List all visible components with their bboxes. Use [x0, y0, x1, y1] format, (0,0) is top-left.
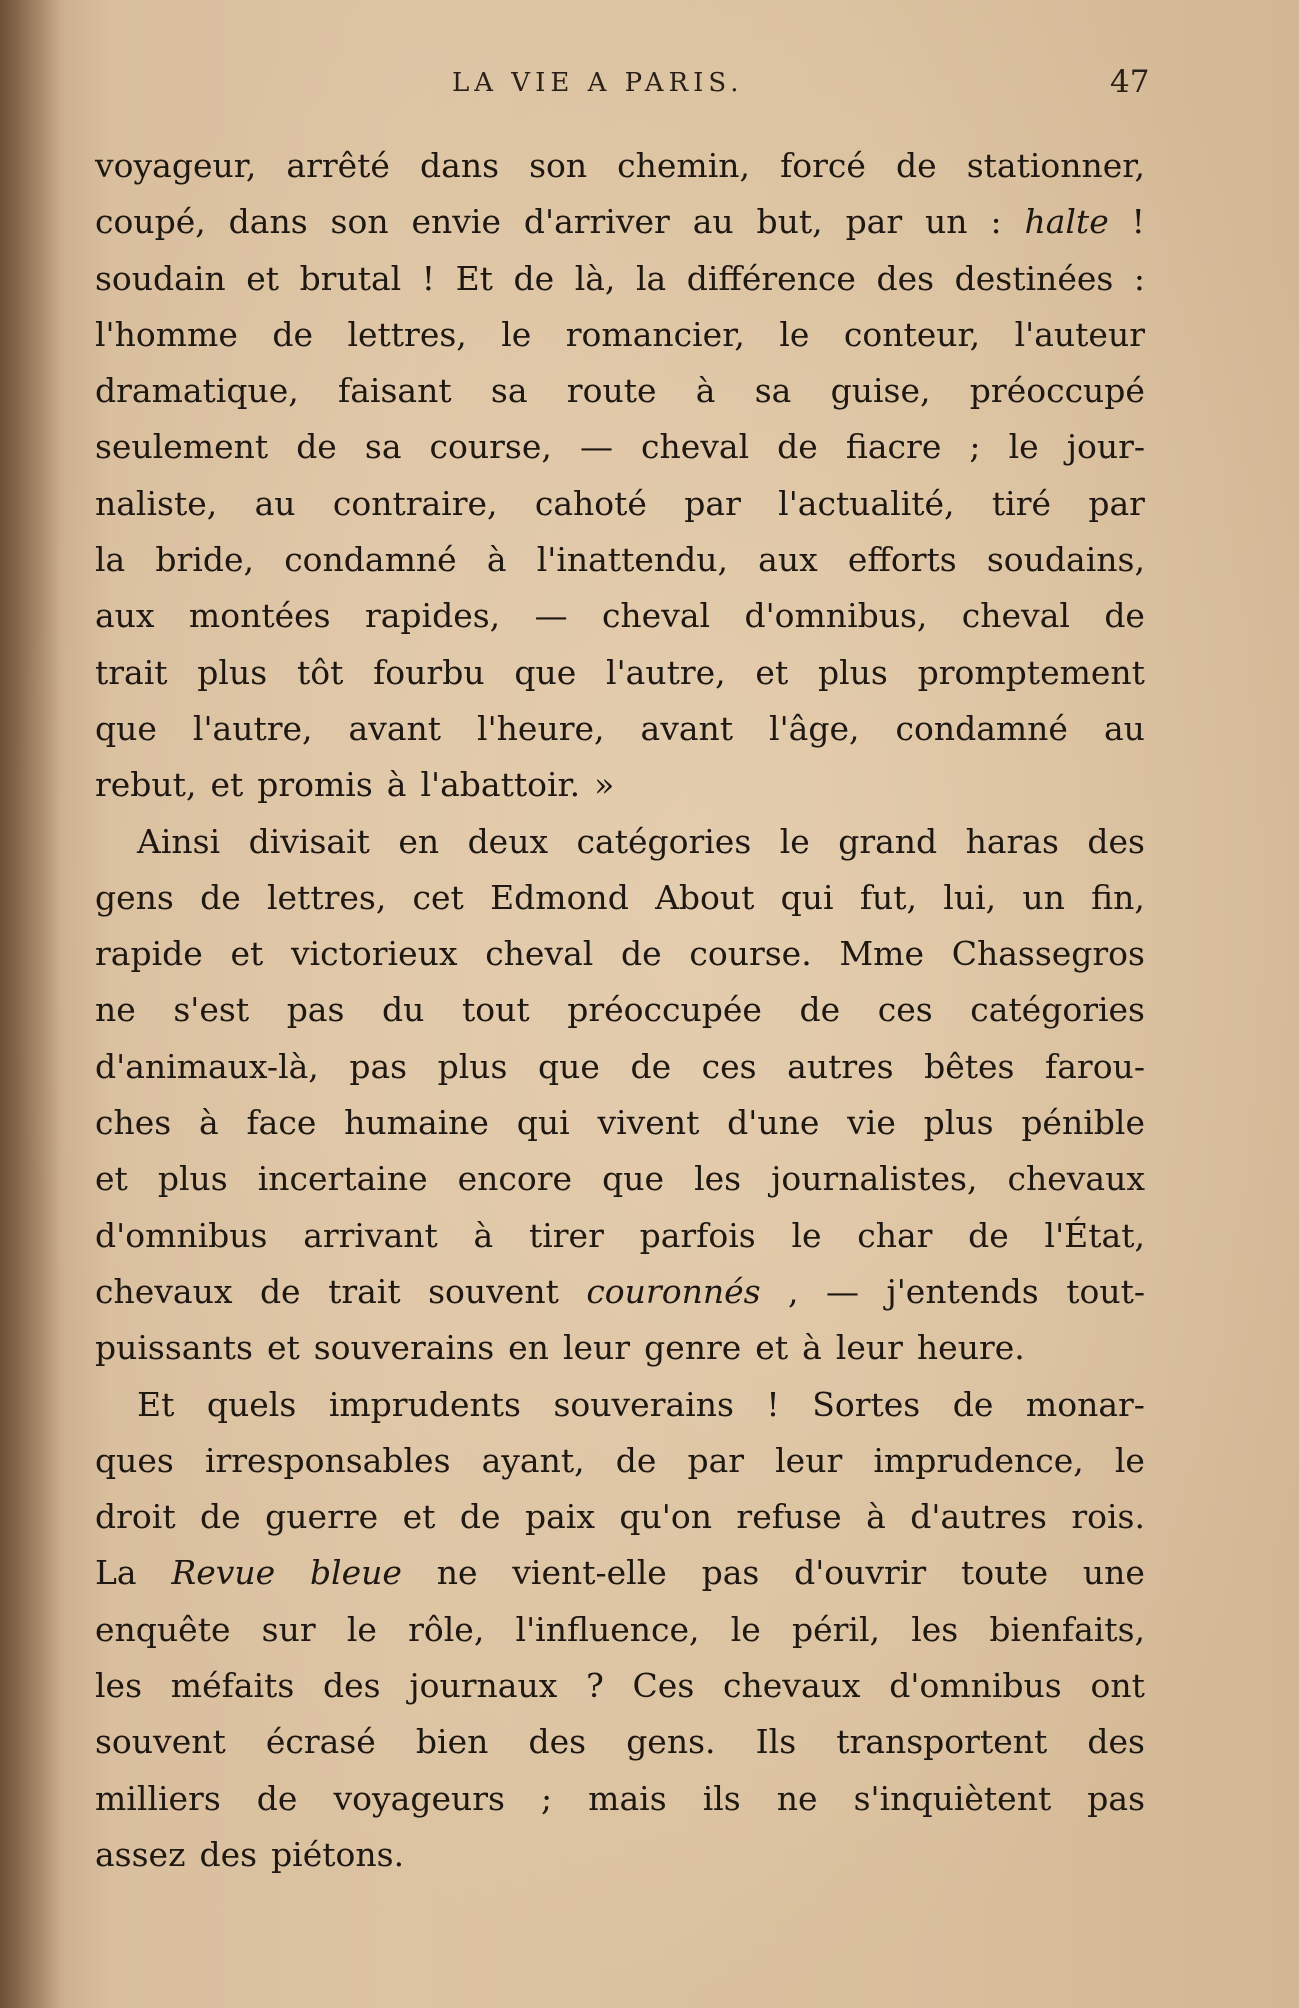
- text-line: d'omnibus arrivant à tirer parfois le char de l'État,: [95, 1215, 1145, 1255]
- text-line: Ainsi divisait en deux catégories le grand haras des: [137, 821, 1145, 861]
- text-line: aux montées rapides, — cheval d'omnibus, cheval de: [95, 596, 1145, 636]
- text-line: Et quels imprudents souverains ! Sortes de monar-: [137, 1384, 1145, 1424]
- text-line: voyageur, arrêté dans son chemin, forcé de stationner,: [95, 146, 1145, 185]
- text-line: chevaux de trait souvent couronnés , — j'entends tout-: [95, 1271, 1145, 1311]
- text-line: naliste, au contraire, cahoté par l'actualité, tiré par: [95, 483, 1145, 523]
- page-number: 47: [1110, 64, 1150, 100]
- text-line: que l'autre, avant l'heure, avant l'âge, condamné au: [95, 708, 1145, 748]
- text-line: souvent écrasé bien des gens. Ils transportent des: [95, 1722, 1145, 1762]
- body-text: [95, 138, 1145, 1883]
- text-line: rapide et victorieux cheval de course. Mme Chassegros: [95, 934, 1145, 974]
- text-line: enquête sur le rôle, l'influence, le péril, les bienfaits,: [95, 1609, 1145, 1649]
- binding-shadow: [0, 0, 60, 2008]
- text-line: et plus incertaine encore que les journalistes, chevaux: [95, 1159, 1145, 1199]
- text-line: dramatique, faisant sa route à sa guise, préoccupé: [95, 371, 1145, 411]
- text-line: La Revue bleue ne vient-elle pas d'ouvrir toute une: [95, 1553, 1145, 1593]
- running-title: LA VIE A PARIS.: [452, 68, 744, 98]
- text-line: ches à face humaine qui vivent d'une vie plus pénible: [95, 1103, 1145, 1143]
- text-line: milliers de voyageurs ; mais ils ne s'inquiètent pas: [95, 1778, 1145, 1818]
- running-header: [0, 62, 1299, 112]
- text-line: puissants et souverains en leur genre et à leur heure.: [95, 1328, 1025, 1368]
- text-line: trait plus tôt fourbu que l'autre, et plus promptement: [95, 652, 1145, 692]
- text-line: ne s'est pas du tout préoccupée de ces catégories: [95, 990, 1145, 1030]
- text-line: droit de guerre et de paix qu'on refuse à d'autres rois.: [95, 1497, 1145, 1537]
- text-line: l'homme de lettres, le romancier, le conteur, l'auteur: [95, 314, 1145, 354]
- text-line: les méfaits des journaux ? Ces chevaux d'omnibus ont: [95, 1666, 1145, 1706]
- text-line: gens de lettres, cet Edmond About qui fut, lui, un fin,: [95, 877, 1145, 917]
- text-line: soudain et brutal ! Et de là, la différence des destinées :: [95, 258, 1145, 298]
- text-line: assez des piétons.: [95, 1834, 405, 1874]
- text-line: seulement de sa course, — cheval de fiacre ; le jour-: [95, 427, 1145, 467]
- text-line: d'animaux-là, pas plus que de ces autres bêtes farou-: [95, 1046, 1145, 1086]
- text-line: ques irresponsables ayant, de par leur imprudence, le: [95, 1440, 1145, 1480]
- text-line: coupé, dans son envie d'arriver au but, par un : halte !: [95, 202, 1145, 242]
- text-line: la bride, condamné à l'inattendu, aux efforts soudains,: [95, 540, 1145, 580]
- text-line: rebut, et promis à l'abattoir. »: [95, 765, 615, 805]
